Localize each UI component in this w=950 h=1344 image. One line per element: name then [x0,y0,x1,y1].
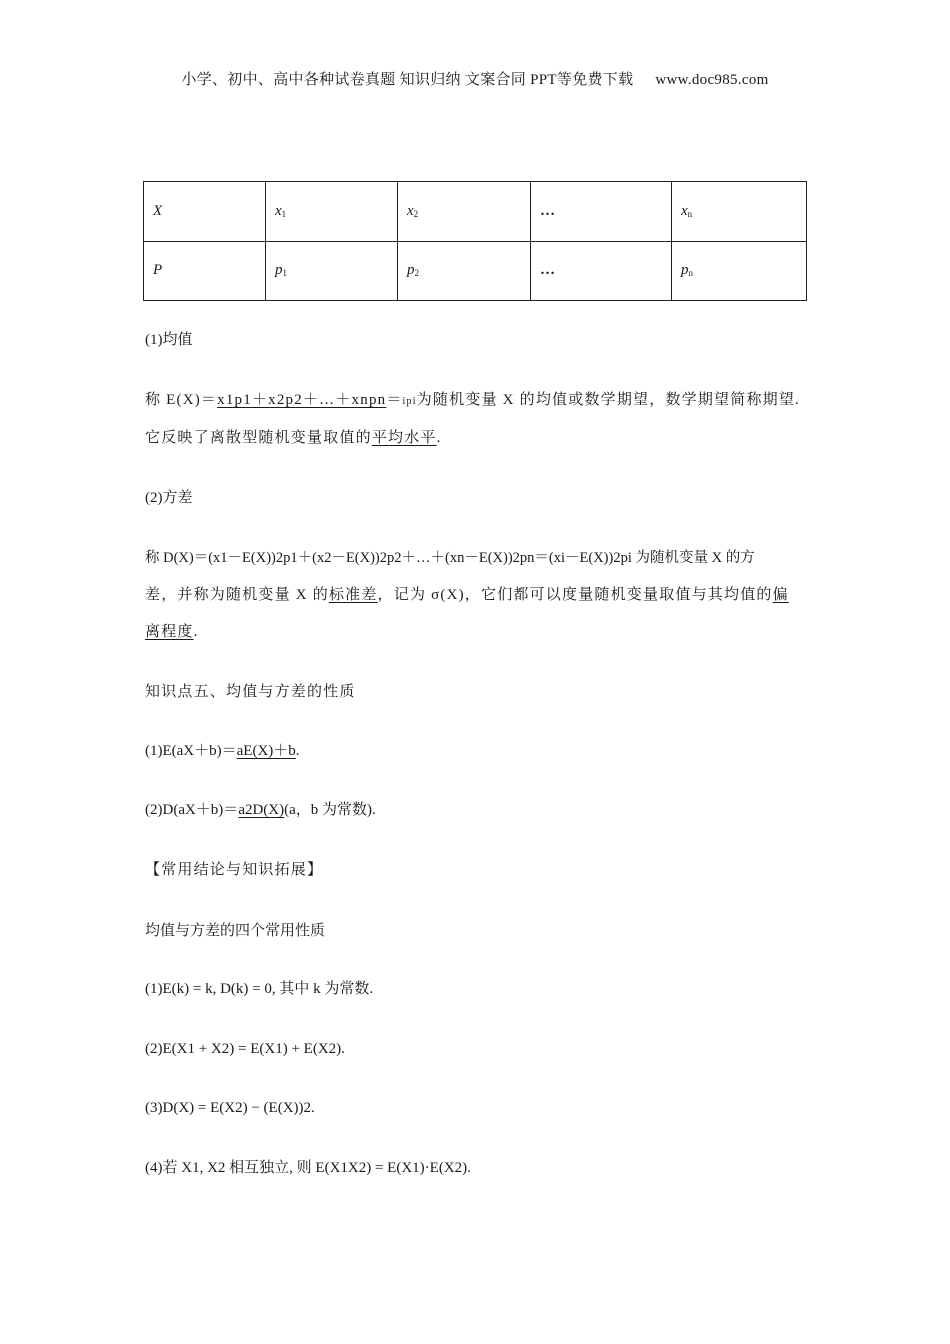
table-row [144,182,807,242]
header-url[interactable]: www.doc985.com [655,72,769,88]
table-cell: $p_2$ [398,241,531,301]
mean-level-term: 平均水平 [371,430,437,446]
header-text: 小学、初中、高中各种试卷真题 知识归纳 文案合同 PPT等免费下载 [181,72,634,88]
section1-title: (1)均值 [145,332,193,348]
table-cell: $p_1$ [266,241,398,301]
property-variance-linear: (2)D(aX＋b)＝a2D(X)(a，b 为常数). [145,802,376,818]
table-cell: X [144,182,266,242]
table-cell: P [144,241,266,301]
page-header [0,68,950,89]
table-cell: $x_1$ [266,182,398,242]
extension-item-2: (2)E(X1 + X2) = E(X1) + E(X2). [145,1041,345,1057]
extension-item-3: (3)D(X) = E(X2) − (E(X))2. [145,1100,315,1116]
distribution-table [143,181,807,301]
variance-definition-line1: 称 D(X)＝(x1－E(X))2p1＋(x2－E(X))2p2＋…＋(xn－E(X))2pn＝(xi－E(X))2pi 为随机变量 X 的方 [145,550,755,566]
table-cell: $x_2$ [398,182,531,242]
extension-subtitle: 均值与方差的四个常用性质 [145,921,326,939]
table-row [144,241,807,301]
table-cell: … [531,241,672,301]
property-mean-linear: (1)E(aX＋b)＝aE(X)＋b. [145,743,300,759]
table-cell: … [531,182,672,242]
std-dev-term: 标准差 [328,587,378,603]
extension-title: 【常用结论与知识拓展】 [145,862,324,878]
table-cell: $p_n$ [672,241,807,301]
extension-item-4: (4)若 X1, X2 相互独立, 则 E(X1X2) = E(X1)·E(X2). [145,1160,471,1176]
deviation-term: 离程度 [145,624,194,640]
section5-title: 知识点五、均值与方差的性质 [145,684,356,700]
variance-definition-line2: 差，并称为随机变量 X 的标准差，记为 σ(X)，它们都可以度量随机变量取值与其均值的偏 [145,587,789,603]
mean-formula: x1p1＋x2p2＋…＋xnpn [217,392,387,408]
table-cell: $x_n$ [672,182,807,242]
mean-definition-line2: 它反映了离散型随机变量取值的平均水平. [145,430,442,446]
section2-title: (2)方差 [145,490,193,506]
mean-definition-line1: 称 E(X)＝x1p1＋x2p2＋…＋xnpn＝ipi为随机变量 X 的均值或数学期望，数学期望简称期望. [145,392,801,408]
variance-definition-line3: 离程度. [145,624,199,640]
extension-item-1: (1)E(k) = k, D(k) = 0, 其中 k 为常数. [145,981,374,997]
